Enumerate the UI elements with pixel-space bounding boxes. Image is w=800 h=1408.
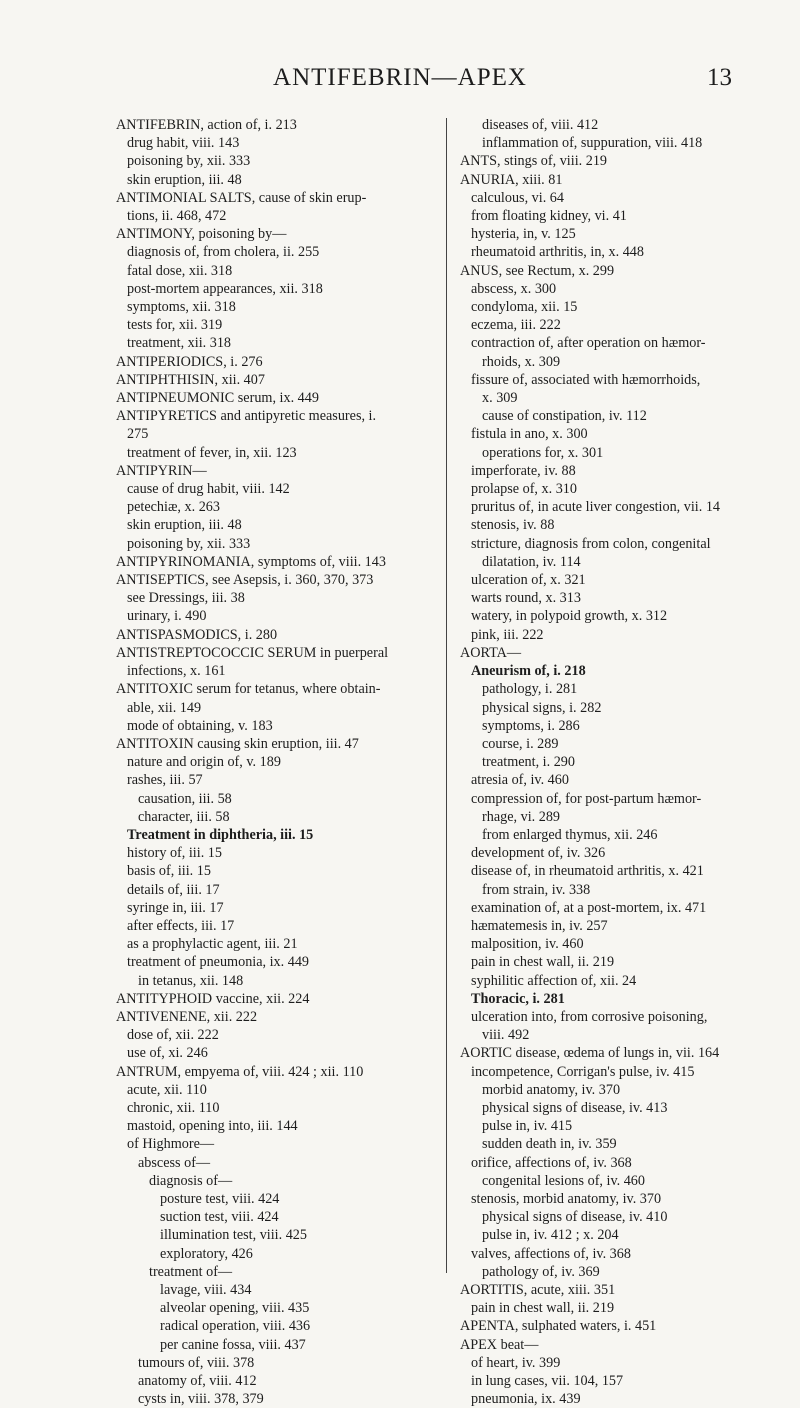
- page-header: [0, 64, 800, 104]
- index-subentry: poisoning by, xii. 333: [127, 535, 251, 552]
- index-heading-entry: ANURIA, xiii. 81: [460, 171, 563, 188]
- index-subentry: tumours of, viii. 378: [138, 1354, 255, 1371]
- index-subentry: pain in chest wall, ii. 219: [471, 1300, 615, 1317]
- index-subentry: calculous, vi. 64: [471, 189, 564, 206]
- page-number: 13: [707, 64, 732, 91]
- index-subentry: from floating kidney, vi. 41: [471, 208, 627, 225]
- index-subentry: eczema, iii. 222: [471, 317, 561, 334]
- index-subentry: sudden death in, iv. 359: [482, 1136, 617, 1153]
- index-subentry: able, xii. 149: [127, 699, 202, 716]
- index-subentry: watery, in polypoid growth, x. 312: [471, 608, 668, 625]
- index-subentry: see Dressings, iii. 38: [127, 590, 245, 607]
- index-subentry: tions, ii. 468, 472: [127, 208, 227, 225]
- index-heading-entry: ANTITOXIC serum for tetanus, where obtain-: [116, 681, 381, 698]
- index-heading-entry: ANTISTREPTOCOCCIC SERUM in puerperal: [116, 644, 389, 661]
- index-subentry: details of, iii. 17: [127, 881, 220, 898]
- index-subentry: exploratory, 426: [160, 1245, 253, 1262]
- index-heading-entry: APENTA, sulphated waters, i. 451: [460, 1318, 657, 1335]
- index-subentry: abscess of—: [138, 1154, 211, 1171]
- index-subentry: contraction of, after operation on hæmor-: [471, 335, 706, 352]
- index-heading-entry: ANTS, stings of, viii. 219: [460, 153, 608, 170]
- index-subentry: in lung cases, vii. 104, 157: [471, 1373, 624, 1390]
- index-subentry: examination of, at a post-mortem, ix. 471: [471, 899, 707, 916]
- index-subentry: skin eruption, iii. 48: [127, 171, 242, 188]
- index-heading-entry: ANTIPERIODICS, i. 276: [116, 353, 263, 370]
- index-subentry: alveolar opening, viii. 435: [160, 1300, 310, 1317]
- index-subentry: physical signs of disease, iv. 410: [482, 1209, 668, 1226]
- index-subentry: symptoms, xii. 318: [127, 299, 236, 316]
- index-heading-entry: ANTITYPHOID vaccine, xii. 224: [116, 990, 310, 1007]
- column-divider: [446, 118, 447, 1273]
- index-subentry: malposition, iv. 460: [471, 936, 584, 953]
- index-subentry: use of, xi. 246: [127, 1045, 208, 1062]
- index-subentry: course, i. 289: [482, 735, 559, 752]
- index-subentry: rheumatoid arthritis, in, x. 448: [471, 244, 644, 261]
- index-subentry: stricture, diagnosis from colon, congenital: [471, 535, 711, 552]
- index-subentry: syringe in, iii. 17: [127, 899, 224, 916]
- index-subentry: suction test, viii. 424: [160, 1209, 279, 1226]
- index-subentry: in tetanus, xii. 148: [138, 972, 244, 989]
- index-subentry: syphilitic affection of, xii. 24: [471, 972, 637, 989]
- index-subentry: pathology, i. 281: [482, 681, 578, 698]
- index-subentry: treatment, i. 290: [482, 754, 575, 771]
- index-subentry: cysts in, viii. 378, 379: [138, 1391, 264, 1408]
- index-heading-entry: ANTIMONIAL SALTS, cause of skin erup-: [116, 189, 367, 206]
- index-subentry: of heart, iv. 399: [471, 1354, 561, 1371]
- index-heading-entry: AORTIC disease, œdema of lungs in, vii. 164: [460, 1045, 720, 1062]
- index-subentry: poisoning by, xii. 333: [127, 153, 251, 170]
- index-subentry: pneumonia, ix. 439: [471, 1391, 581, 1408]
- index-subentry: diagnosis of—: [149, 1172, 233, 1189]
- index-subentry: dose of, xii. 222: [127, 1027, 219, 1044]
- index-subentry: from enlarged thymus, xii. 246: [482, 826, 658, 843]
- index-subentry: pulse in, iv. 412 ; x. 204: [482, 1227, 619, 1244]
- index-heading-entry: AORTA—: [460, 644, 522, 661]
- index-subentry: cause of drug habit, viii. 142: [127, 481, 290, 498]
- index-subentry: treatment of—: [149, 1263, 233, 1280]
- index-subentry: physical signs of disease, iv. 413: [482, 1099, 668, 1116]
- index-subentry: lavage, viii. 434: [160, 1282, 252, 1298]
- index-subentry: atresia of, iv. 460: [471, 772, 569, 789]
- index-subentry: character, iii. 58: [138, 808, 230, 825]
- index-subentry: fistula in ano, x. 300: [471, 426, 588, 443]
- index-subentry: compression of, for post-partum hæmor-: [471, 790, 702, 807]
- index-subentry: treatment of pneumonia, ix. 449: [127, 954, 310, 971]
- index-subentry: Treatment in diphtheria, iii. 15: [127, 826, 314, 843]
- index-subentry: Aneurism of, i. 218: [471, 663, 586, 680]
- index-subentry: petechiæ, x. 263: [127, 499, 220, 516]
- index-subentry: tests for, xii. 319: [127, 317, 223, 334]
- index-subentry: valves, affections of, iv. 368: [471, 1245, 631, 1262]
- index-heading-entry: ANTIPHTHISIN, xii. 407: [116, 371, 265, 388]
- index-subentry: as a prophylactic agent, iii. 21: [127, 936, 298, 953]
- index-subentry: treatment of fever, in, xii. 123: [127, 444, 297, 461]
- index-subentry: disease of, in rheumatoid arthritis, x. 421: [471, 863, 704, 880]
- index-subentry: pruritus of, in acute liver congestion, vii. 14: [471, 499, 721, 516]
- index-subentry: of Highmore—: [127, 1136, 215, 1153]
- index-subentry: rhoids, x. 309: [482, 353, 561, 370]
- index-subentry: condyloma, xii. 15: [471, 299, 578, 316]
- index-subentry: radical operation, viii. 436: [160, 1318, 311, 1335]
- index-subentry: pink, iii. 222: [471, 626, 544, 643]
- index-subentry: ulceration into, from corrosive poisoning,: [471, 1008, 708, 1025]
- index-subentry: mode of obtaining, v. 183: [127, 717, 273, 734]
- index-subentry: fatal dose, xii. 318: [127, 262, 233, 279]
- index-subentry: viii. 492: [482, 1027, 530, 1044]
- index-heading-entry: AORTITIS, acute, xiii. 351: [460, 1282, 616, 1298]
- index-subentry: physical signs, i. 282: [482, 699, 602, 716]
- index-subentry: history of, iii. 15: [127, 845, 222, 862]
- index-heading-entry: ANUS, see Rectum, x. 299: [460, 262, 615, 279]
- index-column-left: [116, 116, 436, 1408]
- index-subentry: rhage, vi. 289: [482, 808, 561, 825]
- index-subentry: operations for, x. 301: [482, 444, 604, 461]
- index-subentry: illumination test, viii. 425: [160, 1227, 307, 1244]
- index-heading-entry: ANTIFEBRIN, action of, i. 213: [116, 117, 297, 133]
- index-heading-entry: ANTIPYRIN—: [116, 462, 207, 479]
- index-subentry: nature and origin of, v. 189: [127, 754, 281, 771]
- index-subentry: basis of, iii. 15: [127, 863, 211, 880]
- index-subentry: anatomy of, viii. 412: [138, 1373, 257, 1390]
- index-subentry: fissure of, associated with hæmorrhoids,: [471, 371, 701, 388]
- index-heading-entry: ANTIPYRINOMANIA, symptoms of, viii. 143: [116, 553, 386, 570]
- index-heading-entry: ANTIMONY, poisoning by—: [116, 226, 287, 243]
- index-subentry: incompetence, Corrigan's pulse, iv. 415: [471, 1063, 695, 1080]
- index-subentry: post-mortem appearances, xii. 318: [127, 280, 323, 297]
- index-subentry: cause of constipation, iv. 112: [482, 408, 647, 425]
- index-heading-entry: APEX beat—: [460, 1336, 539, 1353]
- index-subentry: prolapse of, x. 310: [471, 481, 577, 498]
- index-heading-entry: ANTIPYRETICS and antipyretic measures, i.: [116, 408, 377, 425]
- index-subentry: hæmatemesis in, iv. 257: [471, 917, 608, 934]
- index-subentry: Thoracic, i. 281: [471, 990, 565, 1007]
- index-subentry: orifice, affections of, iv. 368: [471, 1154, 632, 1171]
- index-subentry: per canine fossa, viii. 437: [160, 1336, 306, 1353]
- index-subentry: morbid anatomy, iv. 370: [482, 1081, 621, 1098]
- index-subentry: abscess, x. 300: [471, 280, 557, 297]
- index-subentry: x. 309: [482, 390, 518, 407]
- index-subentry: mastoid, opening into, iii. 144: [127, 1118, 298, 1135]
- index-subentry: symptoms, i. 286: [482, 717, 580, 734]
- index-subentry: imperforate, iv. 88: [471, 462, 576, 479]
- index-subentry: pulse in, iv. 415: [482, 1118, 573, 1135]
- index-subentry: skin eruption, iii. 48: [127, 517, 242, 534]
- index-subentry: congenital lesions of, iv. 460: [482, 1172, 645, 1189]
- index-subentry: pathology of, iv. 369: [482, 1263, 600, 1280]
- index-subentry: diagnosis of, from cholera, ii. 255: [127, 244, 320, 261]
- index-subentry: pain in chest wall, ii. 219: [471, 954, 615, 971]
- index-heading-entry: ANTIPNEUMONIC serum, ix. 449: [116, 390, 319, 407]
- index-subentry: stenosis, morbid anatomy, iv. 370: [471, 1190, 662, 1207]
- index-subentry: rashes, iii. 57: [127, 772, 203, 789]
- index-subentry: chronic, xii. 110: [127, 1099, 220, 1116]
- index-subentry: ulceration of, x. 321: [471, 572, 586, 589]
- index-subentry: 275: [127, 426, 149, 443]
- index-subentry: infections, x. 161: [127, 663, 226, 680]
- index-subentry: urinary, i. 490: [127, 608, 207, 625]
- index-column-right: [460, 116, 760, 1408]
- index-subentry: warts round, x. 313: [471, 590, 581, 607]
- index-subentry: hysteria, in, v. 125: [471, 226, 576, 243]
- index-subentry: causation, iii. 58: [138, 790, 232, 807]
- index-heading-entry: ANTISEPTICS, see Asepsis, i. 360, 370, 373: [116, 572, 374, 589]
- index-subentry: after effects, iii. 17: [127, 917, 235, 934]
- index-subentry: dilatation, iv. 114: [482, 553, 581, 570]
- index-subentry: development of, iv. 326: [471, 845, 606, 862]
- index-heading-entry: ANTISPASMODICS, i. 280: [116, 626, 278, 643]
- index-subentry: from strain, iv. 338: [482, 881, 591, 898]
- index-subentry: drug habit, viii. 143: [127, 135, 240, 152]
- index-subentry: treatment, xii. 318: [127, 335, 232, 352]
- index-subentry: acute, xii. 110: [127, 1081, 207, 1098]
- index-heading-entry: ANTIVENENE, xii. 222: [116, 1008, 258, 1025]
- index-subentry: stenosis, iv. 88: [471, 517, 555, 534]
- index-subentry: posture test, viii. 424: [160, 1190, 280, 1207]
- index-subentry: inflammation of, suppuration, viii. 418: [482, 135, 703, 152]
- index-heading-entry: ANTRUM, empyema of, viii. 424 ; xii. 110: [116, 1063, 364, 1080]
- index-heading-entry: ANTITOXIN causing skin eruption, iii. 47: [116, 735, 359, 752]
- running-head: ANTIFEBRIN—APEX: [273, 64, 527, 91]
- index-subentry: diseases of, viii. 412: [482, 117, 599, 133]
